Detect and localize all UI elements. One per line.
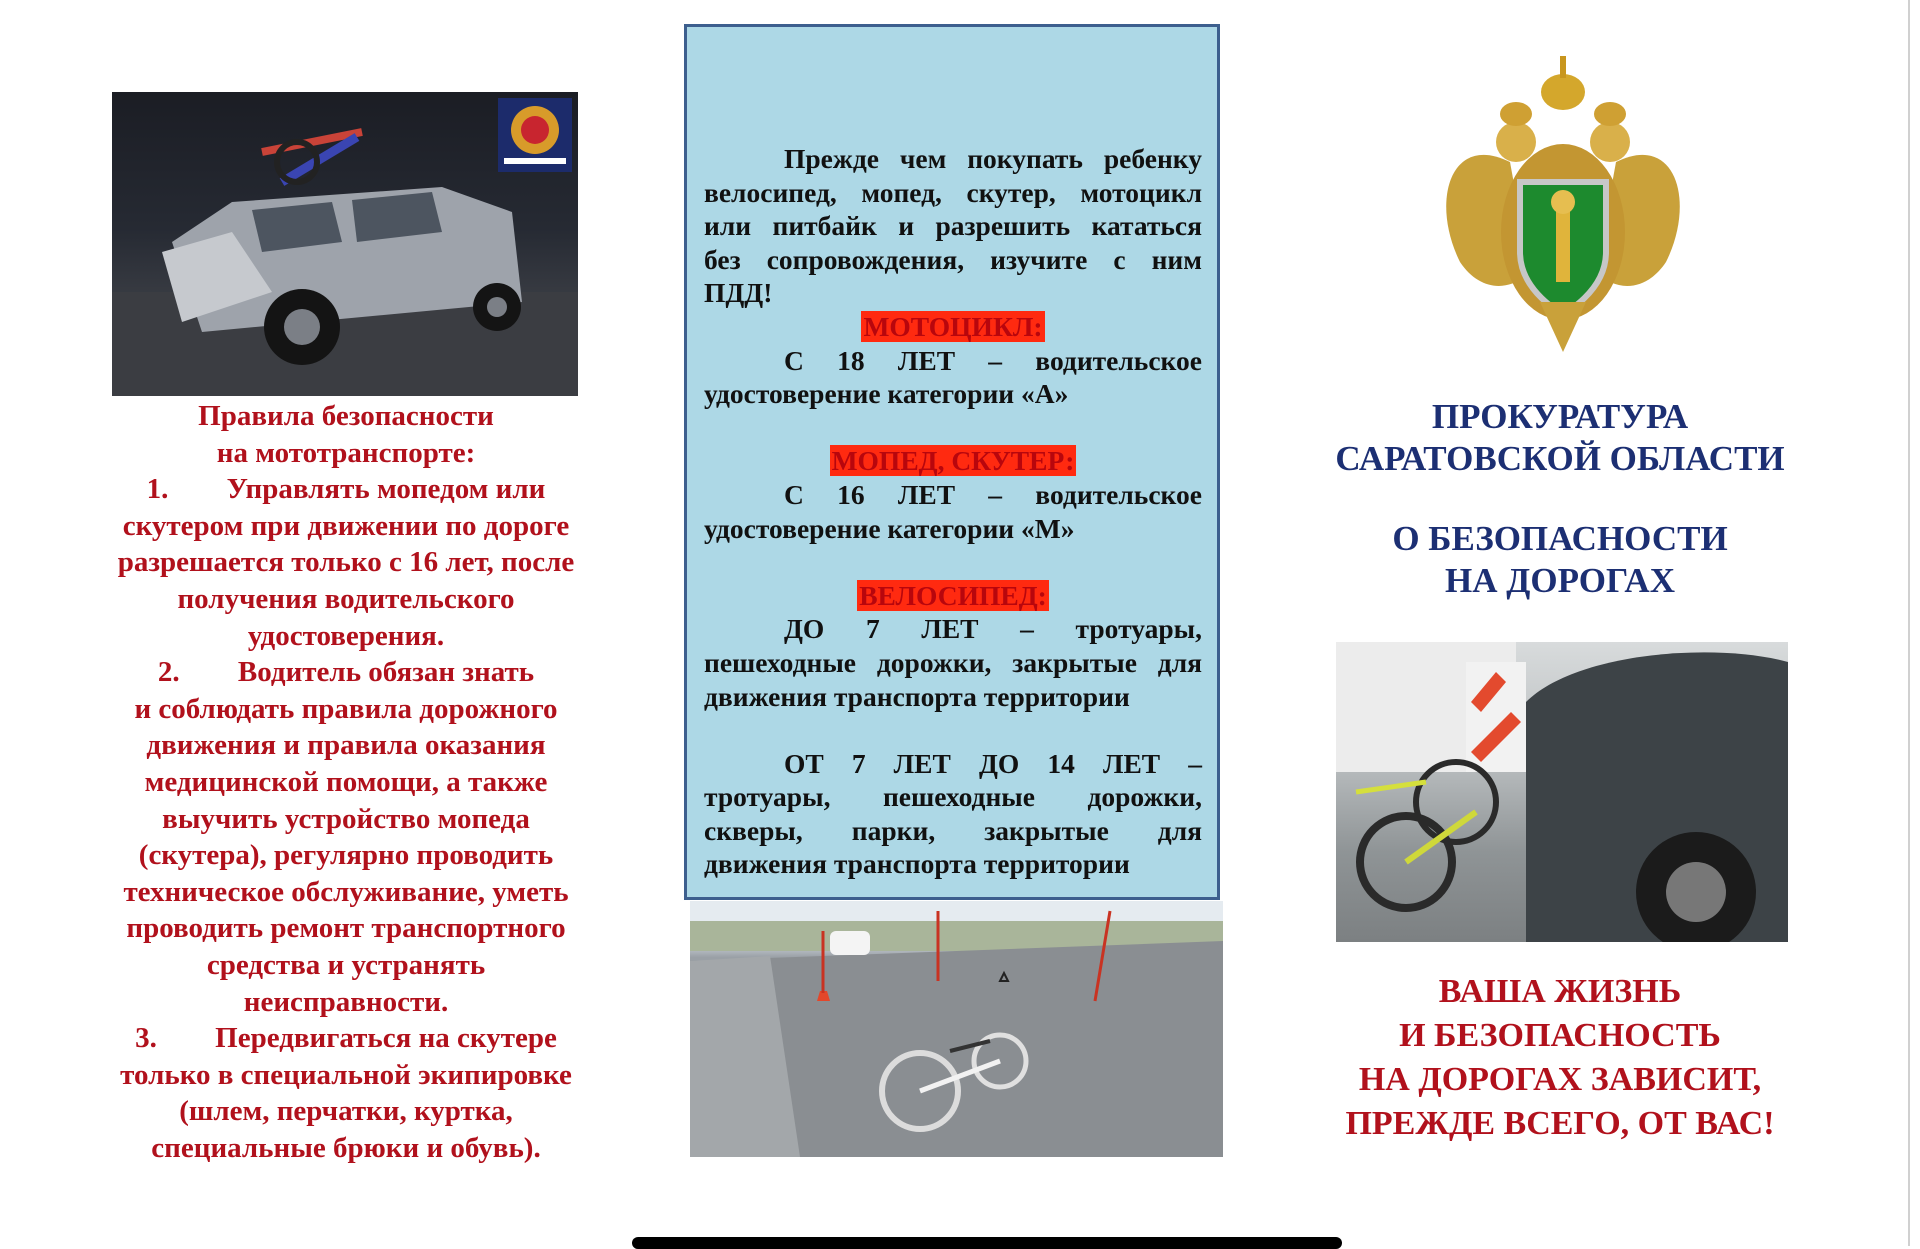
bicycle-car-accident-photo: [1336, 642, 1788, 942]
motorcycle-text-line2: удостоверение категории «А»: [704, 378, 1069, 410]
organization-name: [1290, 396, 1830, 480]
rule-3-number: 3.: [135, 1022, 157, 1055]
motorcycle-crash-illustration: [112, 92, 578, 396]
rule-3-text: Передвигаться на скутере: [215, 1022, 557, 1055]
rule-2-line9: средства и устранять: [206, 948, 486, 981]
motorcycle-text-line1: С 18 ЛЕТ – водительское: [784, 344, 1202, 376]
org-line1: ПРОКУРАТУРА: [1431, 397, 1689, 436]
rule-2-text: Водитель обязан знать: [237, 656, 535, 689]
rule-2-line6: (скутера), регулярно проводить: [138, 839, 554, 872]
intro-line4: без сопровождения, изучите с ним: [704, 243, 1202, 275]
safety-rules: [90, 398, 602, 1166]
bicycle-text-line2: пешеходные дорожки, закрытые для: [704, 646, 1202, 678]
home-indicator-bar[interactable]: [632, 1237, 1342, 1249]
bicycle-text-line3: движения транспорта территории: [704, 680, 1130, 712]
rule-2-line4: медицинской помощи, а также: [144, 765, 548, 798]
bicycle-road-illustration: [690, 901, 1223, 1157]
subject-line2: НА ДОРОГАХ: [1445, 561, 1675, 600]
rule-3-line4: специальные брюки и обувь).: [151, 1131, 541, 1164]
rule-2-line7: техническое обслуживание, уметь: [123, 875, 569, 908]
rule-1-text: Управлять мопедом или: [226, 473, 546, 506]
subject-line1: О БЕЗОПАСНОСТИ: [1392, 519, 1728, 558]
rule-2-line2: и соблюдать правила дорожного: [134, 692, 558, 725]
slogan-line1: ВАША ЖИЗНЬ: [1438, 973, 1682, 1010]
section-header-moped: [704, 444, 1202, 478]
prosecutor-emblem-icon: [1420, 52, 1706, 368]
bicycle-on-road-photo: [690, 901, 1223, 1157]
rule-2-line10: неисправности.: [243, 985, 449, 1018]
rule-1-number: 1.: [146, 473, 169, 506]
rule-3-line3: (шлем, перчатки, куртка,: [179, 1095, 513, 1128]
rules-title-line2: на мототранспорте:: [216, 436, 476, 469]
accident-illustration: [1336, 642, 1788, 942]
rule-2-line8: проводить ремонт транспортного: [126, 912, 566, 945]
extra-line2: тротуары, пешеходные дорожки,: [704, 781, 1202, 813]
bicycle-header-label: ВЕЛОСИПЕД:: [859, 579, 1047, 611]
extra-line1: ОТ 7 ЛЕТ ДО 14 ЛЕТ –: [784, 747, 1202, 779]
moped-text-line2: удостоверение категории «М»: [704, 512, 1075, 544]
rule-1-line4: получения водительского: [177, 582, 515, 615]
rule-1-line3: разрешается только с 16 лет, после: [117, 546, 575, 579]
rule-1-line5: удостоверения.: [247, 619, 445, 652]
slogan-line2: И БЕЗОПАСНОСТЬ: [1399, 1017, 1721, 1054]
intro-line3: или питбайк и разрешить кататься: [704, 210, 1202, 242]
motorcycle-header-label: МОТОЦИКЛ:: [863, 310, 1043, 342]
slogan-line4: ПРЕЖДЕ ВСЕГО, ОТ ВАС!: [1345, 1105, 1775, 1142]
rules-title-line1: Правила безопасности: [198, 400, 494, 432]
extra-line4: движения транспорта территории: [704, 848, 1130, 880]
extra-line3: скверы, парки, закрытые для: [704, 814, 1202, 846]
rule-3-line1: [90, 1020, 602, 1057]
info-text: [704, 142, 1202, 881]
rule-2-line3: движения и правила оказания: [146, 729, 546, 762]
double-headed-eagle-emblem: [1420, 52, 1706, 368]
intro-line5: ПДД!: [704, 277, 773, 309]
rule-2-line5: выучить устройство мопеда: [162, 802, 530, 835]
intro-line2: велосипед, мопед, скутер, мотоцикл: [704, 176, 1202, 208]
rule-3-line2: только в специальной экипировке: [120, 1058, 572, 1091]
brochure-subject: [1290, 518, 1830, 602]
org-line2: САРАТОВСКОЙ ОБЛАСТИ: [1335, 439, 1785, 478]
rule-1-line1: [90, 471, 602, 508]
bicycle-text-line1: ДО 7 ЛЕТ – тротуары,: [784, 613, 1202, 645]
motorcycle-crash-photo: [112, 92, 578, 396]
rule-1-line2: скутером при движении по дороге: [122, 509, 570, 542]
moped-text-line1: С 16 ЛЕТ – водительское: [784, 478, 1202, 510]
intro-line1: Прежде чем покупать ребенку: [784, 143, 1202, 174]
section-header-bicycle: [704, 579, 1202, 613]
moped-header-label: МОПЕД, СКУТЕР:: [831, 445, 1075, 477]
slogan-line3: НА ДОРОГАХ ЗАВИСИТ,: [1358, 1061, 1762, 1098]
page-edge-divider: [1908, 0, 1910, 1246]
slogan: [1290, 970, 1830, 1146]
rule-2-number: 2.: [157, 656, 180, 689]
rule-2-line1: [90, 654, 602, 691]
section-header-motorcycle: [704, 310, 1202, 344]
